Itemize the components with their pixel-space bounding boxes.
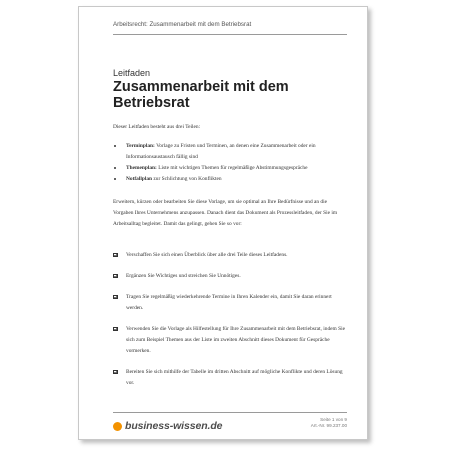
page-number: Seite 1 von 9 bbox=[320, 417, 347, 422]
checkbox-icon bbox=[113, 253, 118, 258]
checklist-item bbox=[113, 250, 345, 261]
bullet-icon bbox=[114, 145, 116, 147]
list-item bbox=[113, 163, 345, 174]
intro-text: Dieser Leitfaden besteht aus drei Teilen: bbox=[113, 124, 201, 130]
document-kicker: Leitfaden bbox=[113, 68, 151, 78]
step-text: Ergänzen Sie Wichtiges und streichen Sie Unnötiges. bbox=[126, 273, 241, 279]
parts-list bbox=[113, 141, 345, 185]
footer-divider bbox=[113, 412, 347, 413]
page-info bbox=[311, 417, 347, 429]
step-text: Verwenden Sie die Vorlage als Hilfestellung für Ihre Zusammenarbeit mit dem Betriebsrat, indem Sie sich zum Beispiel Themen aus der Liste im zweiten Abschnitt dieses Dokument für Gespräche vormerken. bbox=[126, 326, 345, 354]
checklist-item bbox=[113, 271, 345, 282]
part-term: Terminplan: bbox=[126, 143, 155, 149]
checkbox-icon bbox=[113, 274, 118, 279]
part-term: Notfallplan bbox=[126, 176, 153, 182]
header-divider bbox=[113, 34, 347, 35]
checkbox-icon bbox=[113, 327, 118, 332]
step-text: Tragen Sie regelmäßig wiederkehrende Termine in Ihren Kalender ein, damit Sie daran erinnert werden. bbox=[126, 294, 332, 311]
article-number: Art.-Nr. 99.237.00 bbox=[310, 423, 347, 428]
part-text: Liste mit wichtigen Themen für regelmäßige Abstimmungsgespräche bbox=[156, 165, 308, 171]
list-item bbox=[113, 174, 345, 185]
part-text: zur Schlichtung von Konflikten bbox=[152, 176, 222, 182]
running-header: Arbeitsrecht: Zusammenarbeit mit dem Betriebsrat bbox=[113, 21, 252, 28]
checklist-item bbox=[113, 324, 345, 357]
part-term: Themenplan: bbox=[126, 165, 157, 171]
document-page bbox=[78, 6, 368, 440]
list-item bbox=[113, 141, 345, 163]
bullet-icon bbox=[114, 178, 116, 180]
steps-checklist bbox=[113, 250, 345, 399]
brand-logo bbox=[113, 420, 222, 432]
logo-text: business-wissen.de bbox=[125, 420, 223, 432]
checklist-item bbox=[113, 292, 345, 314]
logo-dot-icon bbox=[113, 422, 122, 431]
checkbox-icon bbox=[113, 295, 118, 300]
step-text: Bereiten Sie sich mithilfe der Tabelle im dritten Abschnitt auf mögliche Konflikte und deren Lösung vor. bbox=[126, 369, 343, 386]
step-text: Verschaffen Sie sich einen Überblick über alle drei Teile dieses Leitfadens. bbox=[126, 252, 288, 258]
checklist-item bbox=[113, 367, 345, 389]
document-title: Zusammenarbeit mit dem Betriebsrat bbox=[113, 79, 289, 111]
bullet-icon bbox=[114, 167, 116, 169]
part-text: Vorlage zu Fristen und Terminen, an denen eine Zusammenarbeit oder ein Informationsaustausch fällig sind bbox=[126, 143, 316, 160]
checkbox-icon bbox=[113, 370, 118, 375]
instructions-paragraph: Erweitern, kürzen oder bearbeiten Sie diese Vorlage, um sie optimal an Ihre Bedürfnisse und an die Vorgaben Ihres Unternehmens anzupassen. Danach dient das Dokument als Prozessleitfaden, der Sie im Arbeitsalltag begleitet. Damit das gelingt, gehen Sie so vor: bbox=[113, 199, 338, 227]
